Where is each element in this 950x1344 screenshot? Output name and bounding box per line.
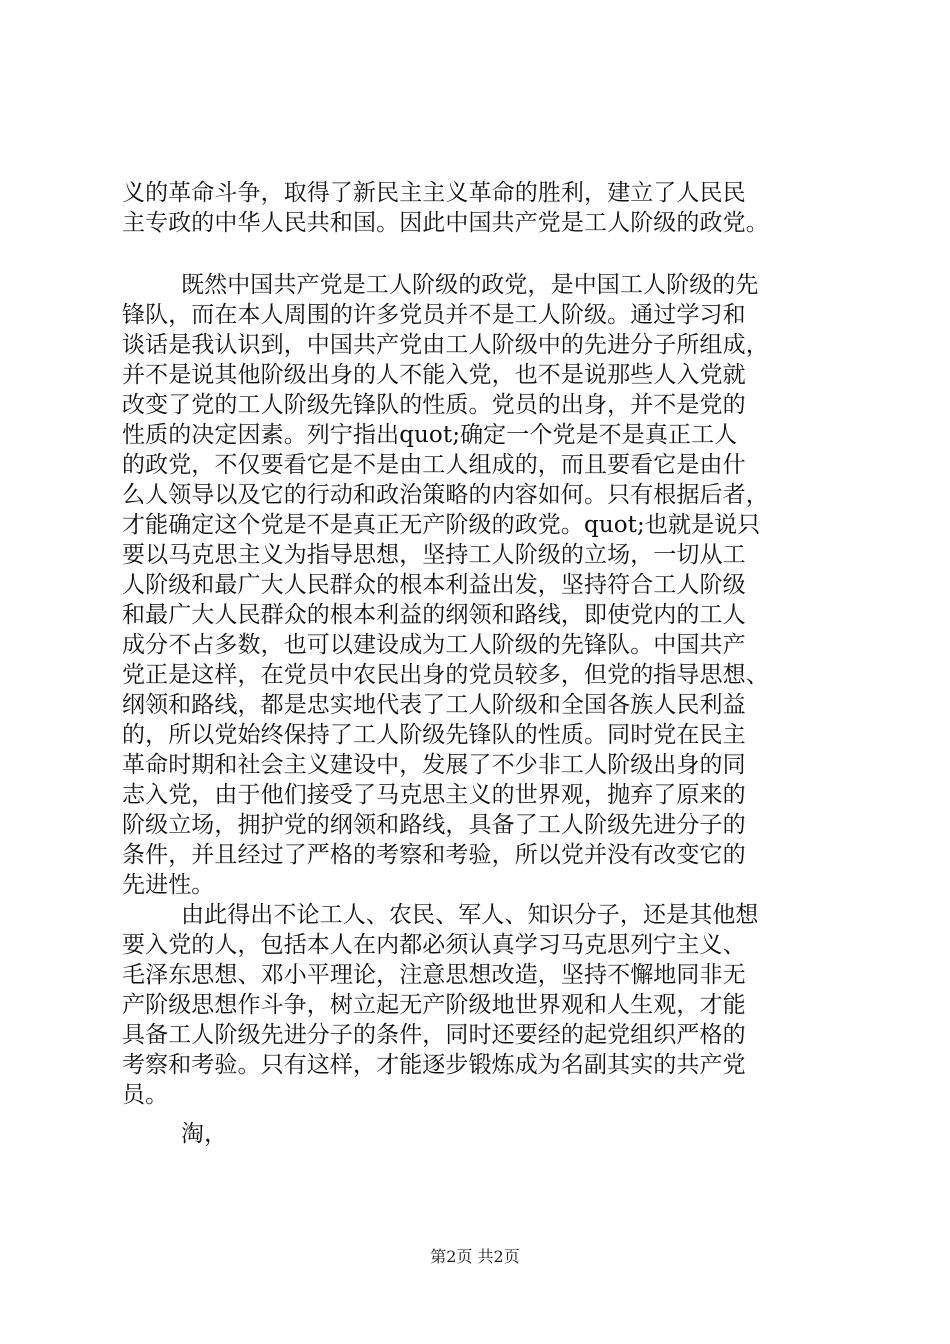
text-line: 考察和考验。只有这样，才能逐步锻炼成为名副其实的共产党	[122, 1052, 746, 1078]
text-line: 具备工人阶级先进分子的条件，同时还要经的起党组织严格的	[122, 1022, 746, 1048]
text-line: 么人领导以及它的行动和政治策略的内容如何。只有根据后者，	[122, 482, 769, 508]
text-line: 并不是说其他阶级出身的人不能入党，也不是说那些人入党就	[122, 362, 746, 388]
text-line: 锋队，而在本人周围的许多党员并不是工人阶级。通过学习和	[122, 302, 746, 328]
text-line: 员。	[122, 1082, 169, 1108]
text-line: 人阶级和最广大人民群众的根本利益出发，坚持符合工人阶级	[122, 572, 746, 598]
text-line: 的政党，不仅要看它是不是由工人组成的，而且要看它是由什	[122, 452, 746, 478]
paragraph-first-line: 淘，	[181, 1121, 228, 1147]
text-line: 毛泽东思想、邓小平理论，注意思想改造，坚持不懈地同非无	[122, 962, 746, 988]
paragraph-first-line: 既然中国共产党是工人阶级的政党，是中国工人阶级的先	[181, 272, 759, 298]
text-line: 志入党，由于他们接受了马克思主义的世界观，抛弃了原来的	[122, 782, 746, 808]
text-line: 纲领和路线，都是忠实地代表了工人阶级和全国各族人民利益	[122, 692, 746, 718]
text-line: 的，所以党始终保持了工人阶级先锋队的性质。同时党在民主	[122, 722, 746, 748]
text-line: 性质的决定因素。列宁指出quot;确定一个党是不是真正工人	[122, 422, 738, 448]
text-line: 先进性。	[122, 872, 215, 898]
text-line: 阶级立场，拥护党的纲领和路线，具备了工人阶级先进分子的	[122, 812, 746, 838]
text-line: 成分不占多数，也可以建设成为工人阶级的先锋队。中国共产	[122, 632, 746, 658]
text-line: 主专政的中华人民共和国。因此中国共产党是工人阶级的政党。	[122, 210, 769, 236]
text-line: 改变了党的工人阶级先锋队的性质。党员的出身，并不是党的	[122, 392, 746, 418]
text-line: 谈话是我认识到，中国共产党由工人阶级中的先进分子所组成，	[122, 332, 769, 358]
text-line: 产阶级思想作斗争，树立起无产阶级地世界观和人生观，才能	[122, 992, 746, 1018]
text-line: 才能确定这个党是不是真正无产阶级的政党。quot;也就是说只	[122, 512, 761, 538]
text-line: 和最广大人民群众的根本利益的纲领和路线，即使党内的工人	[122, 602, 746, 628]
text-line: 义的革命斗争，取得了新民主主义革命的胜利，建立了人民民	[122, 180, 746, 206]
text-line: 党正是这样，在党员中农民出身的党员较多，但党的指导思想、	[122, 662, 769, 688]
text-line: 革命时期和社会主义建设中，发展了不少非工人阶级出身的同	[122, 752, 746, 778]
text-line: 条件，并且经过了严格的考察和考验，所以党并没有改变它的	[122, 842, 746, 868]
paragraph-first-line: 由此得出不论工人、农民、军人、知识分子，还是其他想	[181, 902, 759, 928]
text-line: 要入党的人，包括本人在内都必须认真学习马克思列宁主义、	[122, 932, 746, 958]
text-line: 要以马克思主义为指导思想，坚持工人阶级的立场，一切从工	[122, 542, 746, 568]
page-footer: 第2页 共2页	[430, 1247, 520, 1266]
